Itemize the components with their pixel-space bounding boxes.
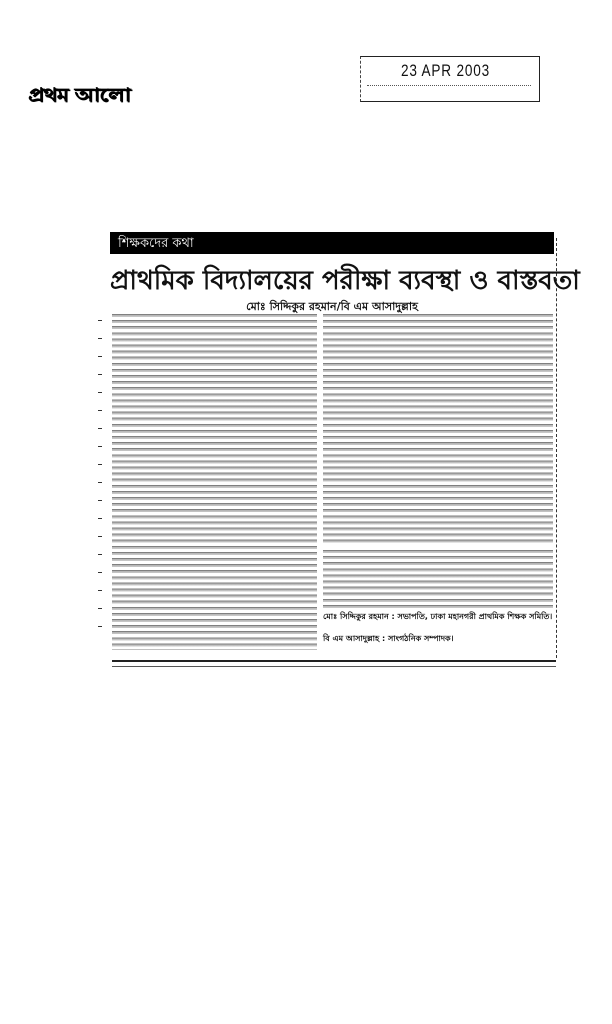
body-column-right — [323, 314, 553, 546]
body-column-left — [112, 314, 317, 650]
bottom-rule — [112, 660, 556, 667]
stamp-divider — [367, 85, 531, 87]
author-note-2: বি এম আসাদুল্লাহ : সাংগঠনিক সম্পাদক। — [323, 634, 454, 643]
column-border — [556, 238, 557, 658]
body-column-right-lower — [323, 550, 553, 610]
author-note-1: মোঃ সিদ্দিকুর রহমান : সভাপতি, ঢাকা মহানগরী প্রাথমিক শিক্ষক সমিতি। — [323, 612, 553, 621]
section-title: শিক্ষকদের কথা — [118, 236, 194, 251]
margin-marks — [98, 320, 102, 640]
newspaper-logo: প্রথম আলো — [28, 85, 130, 107]
section-banner — [110, 232, 554, 254]
article-byline: মোঃ সিদ্দিকুর রহমান/বি এম আসাদুল্লাহ — [246, 300, 418, 313]
date-stamp — [360, 56, 540, 102]
stamp-date: 23 APR 2003 — [401, 61, 490, 80]
article-headline: প্রাথমিক বিদ্যালয়ের পরীক্ষা ব্যবস্থা ও বাস্তবতা — [110, 266, 580, 296]
